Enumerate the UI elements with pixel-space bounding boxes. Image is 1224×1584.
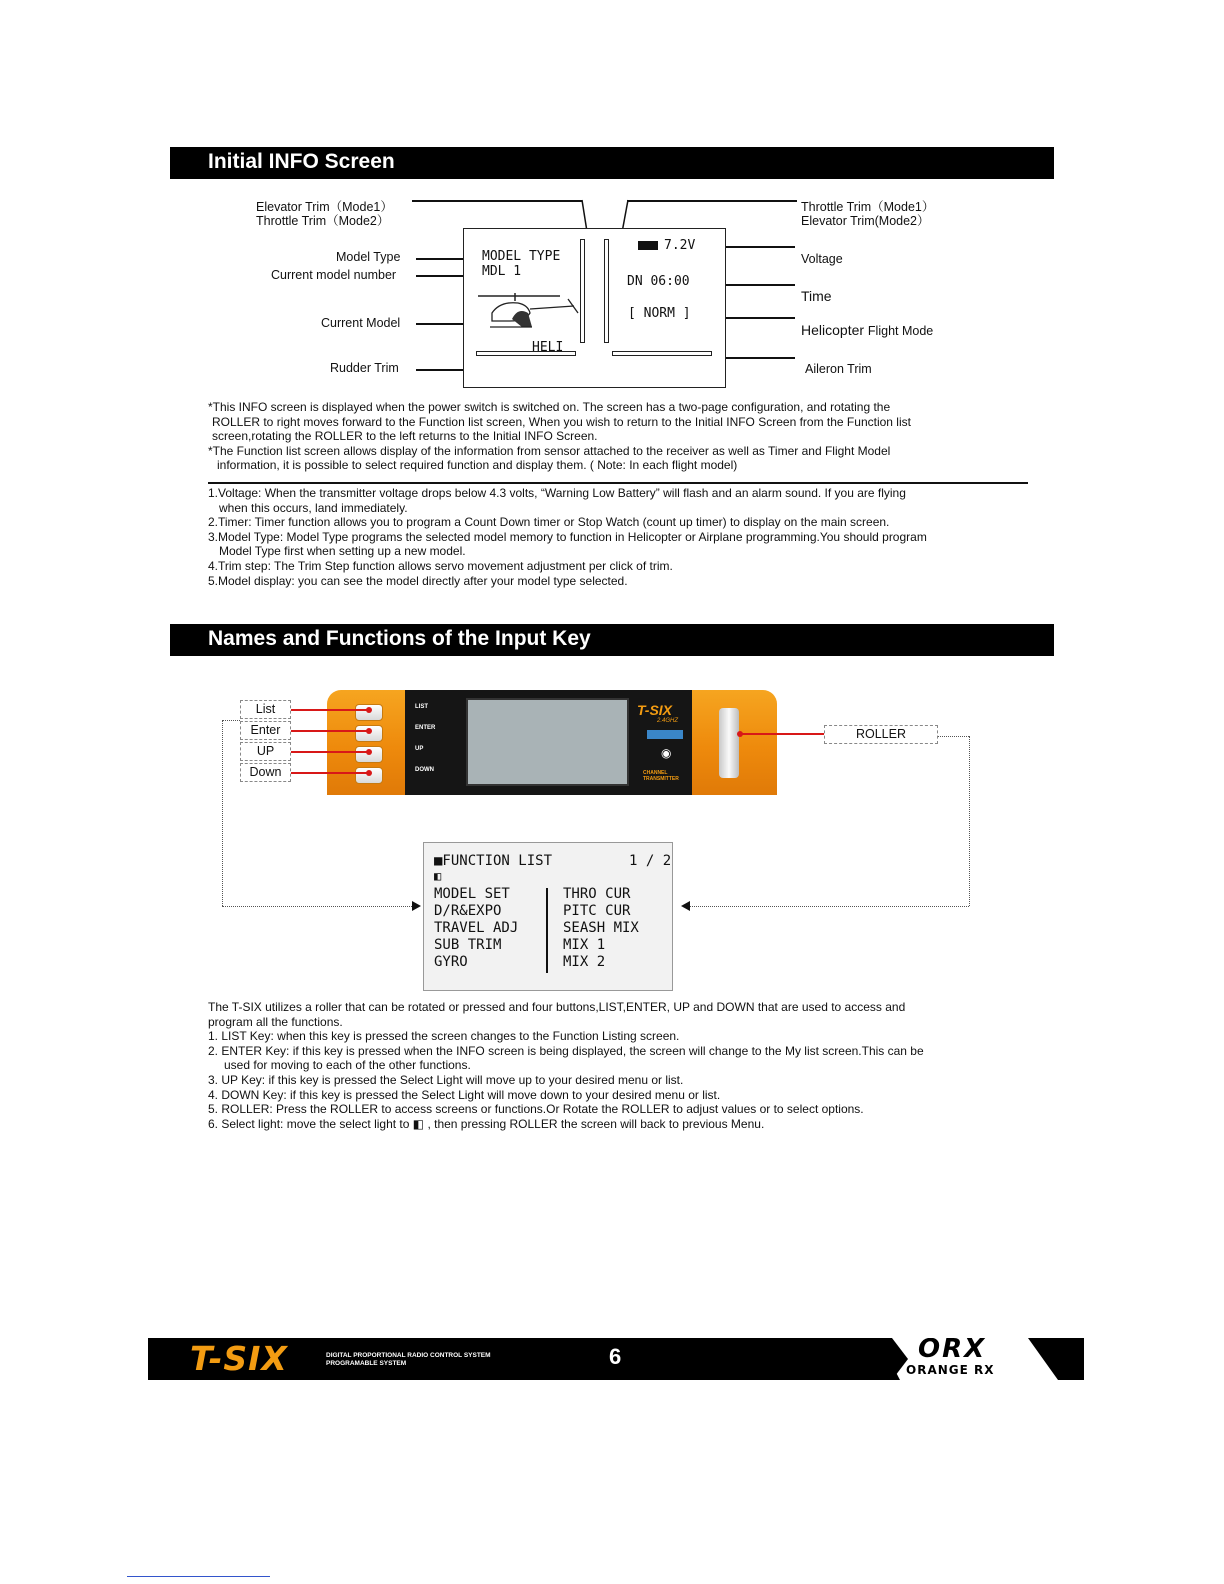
info-item: 1.Voltage: When the transmitter voltage drops below 4.3 volts, “Warning Low Battery” will flash and an alarm sound. If you are flying <box>208 486 906 500</box>
lcd-model-number: MDL 1 <box>482 264 522 279</box>
back-icon[interactable]: ◧ <box>434 869 442 883</box>
enter-dot <box>366 728 372 734</box>
up-connector <box>291 751 369 753</box>
tx-brand: T-SIX <box>637 702 673 718</box>
leader-aileron-trim <box>722 357 795 359</box>
battery-icon <box>638 241 658 250</box>
tx-badge <box>647 730 683 739</box>
menu-travel-adj[interactable]: TRAVEL ADJ <box>434 920 519 936</box>
menu-seash-mix[interactable]: SEASH MIX <box>563 920 639 936</box>
rudder-trim-bar <box>476 351 576 356</box>
info-item: Model Type first when setting up a new model. <box>219 544 466 559</box>
info-item: when this occurs, land immediately. <box>219 500 408 515</box>
list-connector <box>291 709 369 711</box>
info-lcd-screen <box>463 228 726 388</box>
tx-key-list: LIST <box>415 704 428 710</box>
enter-connector <box>291 730 369 732</box>
lcd-model-type: MODEL TYPE <box>482 249 561 264</box>
down-dot <box>366 770 372 776</box>
transmitter-screen <box>466 698 629 786</box>
note-line: ROLLER to right moves forward to the Function list screen, When you wish to return to the Initial INFO Screen from the Function list <box>212 414 911 429</box>
time-label: Time <box>801 288 832 304</box>
aileron-trim-label: Aileron Trim <box>805 362 872 376</box>
throttle-trim-mode2-label: Throttle Trim（Mode2） <box>256 214 390 228</box>
leader-elevator-trim <box>412 200 582 202</box>
note-line: information, it is possible to select required function and display them. ( Note: In each flight model) <box>217 458 738 473</box>
flow-left-bottom <box>222 906 414 907</box>
helicopter-word: Helicopter <box>801 322 865 338</box>
section-title: Initial INFO Screen <box>208 150 395 173</box>
key-para: 6. Select light: move the select light to ◧ , then pressing ROLLER the screen will back to previous Menu. <box>208 1116 765 1131</box>
transmitter-image <box>327 690 777 795</box>
arrow-left-icon <box>681 901 690 911</box>
flow-left-vertical <box>222 720 223 906</box>
tx-band: 2.4GHZ <box>657 718 679 724</box>
lcd-flight-mode: [ NORM ] <box>628 306 691 321</box>
key-para: The T-SIX utilizes a roller that can be rotated or pressed and four buttons,LIST,ENTER, UP and DOWN that are used to access and <box>208 1000 906 1014</box>
section-title: Names and Functions of the Input Key <box>208 627 591 650</box>
model-type-label: Model Type <box>336 250 401 264</box>
tx-key-down: DOWN <box>415 767 434 773</box>
key-para: 3. UP Key: if this key is pressed the Select Light will move up to your desired menu or list. <box>208 1072 684 1087</box>
menu-pitc-cur[interactable]: PITC CUR <box>563 903 631 919</box>
roller-connector <box>740 733 824 735</box>
elevator-trim-mode1-label: Elevator Trim（Mode1） <box>256 200 393 214</box>
current-model-number-label: Current model number <box>271 268 397 282</box>
aileron-trim-bar <box>612 351 712 356</box>
menu-sub-trim[interactable]: SUB TRIM <box>434 937 502 953</box>
down-key-label: Down <box>240 763 291 782</box>
roller-label: ROLLER <box>824 725 938 744</box>
roller-dot <box>737 731 743 737</box>
list-key-label: List <box>240 700 291 719</box>
lcd-model-label: HELI <box>532 340 564 355</box>
up-dot <box>366 749 372 755</box>
roller-wheel[interactable] <box>719 708 739 778</box>
menu-gyro[interactable]: GYRO <box>434 954 468 970</box>
rudder-trim-label: Rudder Trim <box>330 361 399 375</box>
footer-logo-sub: ORANGE RX <box>906 1363 995 1377</box>
bottom-link-underline <box>127 1576 270 1577</box>
voltage-label: Voltage <box>801 252 843 266</box>
flow-right-bottom <box>690 906 969 907</box>
helicopter-icon <box>470 291 580 336</box>
note-line: screen,rotating the ROLLER to the left returns to the Initial INFO Screen. <box>212 429 598 444</box>
flow-left-top <box>222 720 240 721</box>
lcd-voltage: 7.2V <box>664 238 696 253</box>
up-key-label: UP <box>240 742 291 761</box>
footer-tag-line1: DIGITAL PROPORTIONAL RADIO CONTROL SYSTEM <box>326 1352 491 1359</box>
flow-right-vertical <box>969 736 970 906</box>
enter-key-label: Enter <box>240 721 291 740</box>
info-item: 5.Model display: you can see the model directly after your model type selected. <box>208 573 628 588</box>
footer-logo-text: ORX <box>918 1338 987 1364</box>
key-para: program all the functions. <box>208 1014 343 1029</box>
throttle-trim-mode1-label: Throttle Trim（Mode1） <box>801 200 935 214</box>
column-divider <box>546 888 548 973</box>
arrow-right-icon <box>412 901 421 911</box>
elevator-trim-mode2-label: Elevator Trim(Mode2） <box>801 214 930 228</box>
leader-throttle-trim <box>627 200 797 202</box>
flow-right-top <box>938 736 969 737</box>
info-notes <box>208 400 1028 473</box>
tx-key-enter: ENTER <box>415 725 436 731</box>
page-footer <box>148 1338 1084 1380</box>
tx-subtitle: CHANNEL TRANSMITTER <box>643 770 679 782</box>
list-dot <box>366 707 372 713</box>
key-para: 5. ROLLER: Press the ROLLER to access screens or functions.Or Rotate the ROLLER to adjust values or to select options. <box>208 1102 864 1117</box>
info-item: 2.Timer: Timer function allows you to program a Count Down timer or Stop Watch (count up timer) to display on the main screen. <box>208 515 890 530</box>
function-list-page: 1 / 2 <box>629 853 672 869</box>
footer-brand: T-SIX <box>190 1339 288 1378</box>
key-para: 4. DOWN Key: if this key is pressed the Select Light will move down to your desired menu or list. <box>208 1087 721 1102</box>
footer-tagline <box>326 1352 491 1368</box>
down-connector <box>291 772 369 774</box>
menu-model-set[interactable]: MODEL SET <box>434 886 510 902</box>
info-item: 3.Model Type: Model Type programs the selected model memory to function in Helicopter or Airplane programming.You should program <box>208 529 927 544</box>
vertical-trim-right <box>604 239 609 343</box>
tx-logo-icon: ◉ <box>661 746 672 760</box>
function-list-title: ■FUNCTION LIST <box>434 853 553 869</box>
key-paragraphs <box>208 1000 1028 1131</box>
divider <box>208 482 1028 484</box>
info-item: 4.Trim step: The Trim Step function allows servo movement adjustment per click of trim. <box>208 558 673 573</box>
function-list-screen <box>423 842 673 991</box>
lcd-timer: DN 06:00 <box>627 274 690 289</box>
flight-mode-word: Flight Mode <box>867 324 934 338</box>
footer-tag-line2: PROGRAMABLE SYSTEM <box>326 1360 407 1367</box>
menu-dr-expo[interactable]: D/R&EXPO <box>434 903 502 919</box>
vertical-trim-left <box>580 239 585 343</box>
menu-mix-2[interactable]: MIX 2 <box>563 954 606 970</box>
tx-key-up: UP <box>415 746 424 752</box>
key-para: 2. ENTER Key: if this key is pressed when the INFO screen is being displayed, the screen will change to the My list screen.This can be <box>208 1043 924 1058</box>
key-para: 1. LIST Key: when this key is pressed the screen changes to the Function Listing screen. <box>208 1029 680 1044</box>
menu-mix-1[interactable]: MIX 1 <box>563 937 606 953</box>
helicopter-mode-label <box>801 322 933 338</box>
section-header-info <box>170 147 1054 179</box>
menu-thro-cur[interactable]: THRO CUR <box>563 886 631 902</box>
note-line: *The Function list screen allows display of the information from sensor attached to the receiver as well as Timer and Flight Model <box>208 443 891 458</box>
note-line: *This INFO screen is displayed when the power switch is switched on. The screen has a two-page configuration, and rotating the <box>208 400 891 414</box>
info-items <box>208 486 1028 588</box>
key-para: used for moving to each of the other functions. <box>224 1058 471 1073</box>
section-header-input-key <box>170 624 1054 656</box>
page-number: 6 <box>609 1344 622 1369</box>
current-model-label: Current Model <box>321 316 401 330</box>
